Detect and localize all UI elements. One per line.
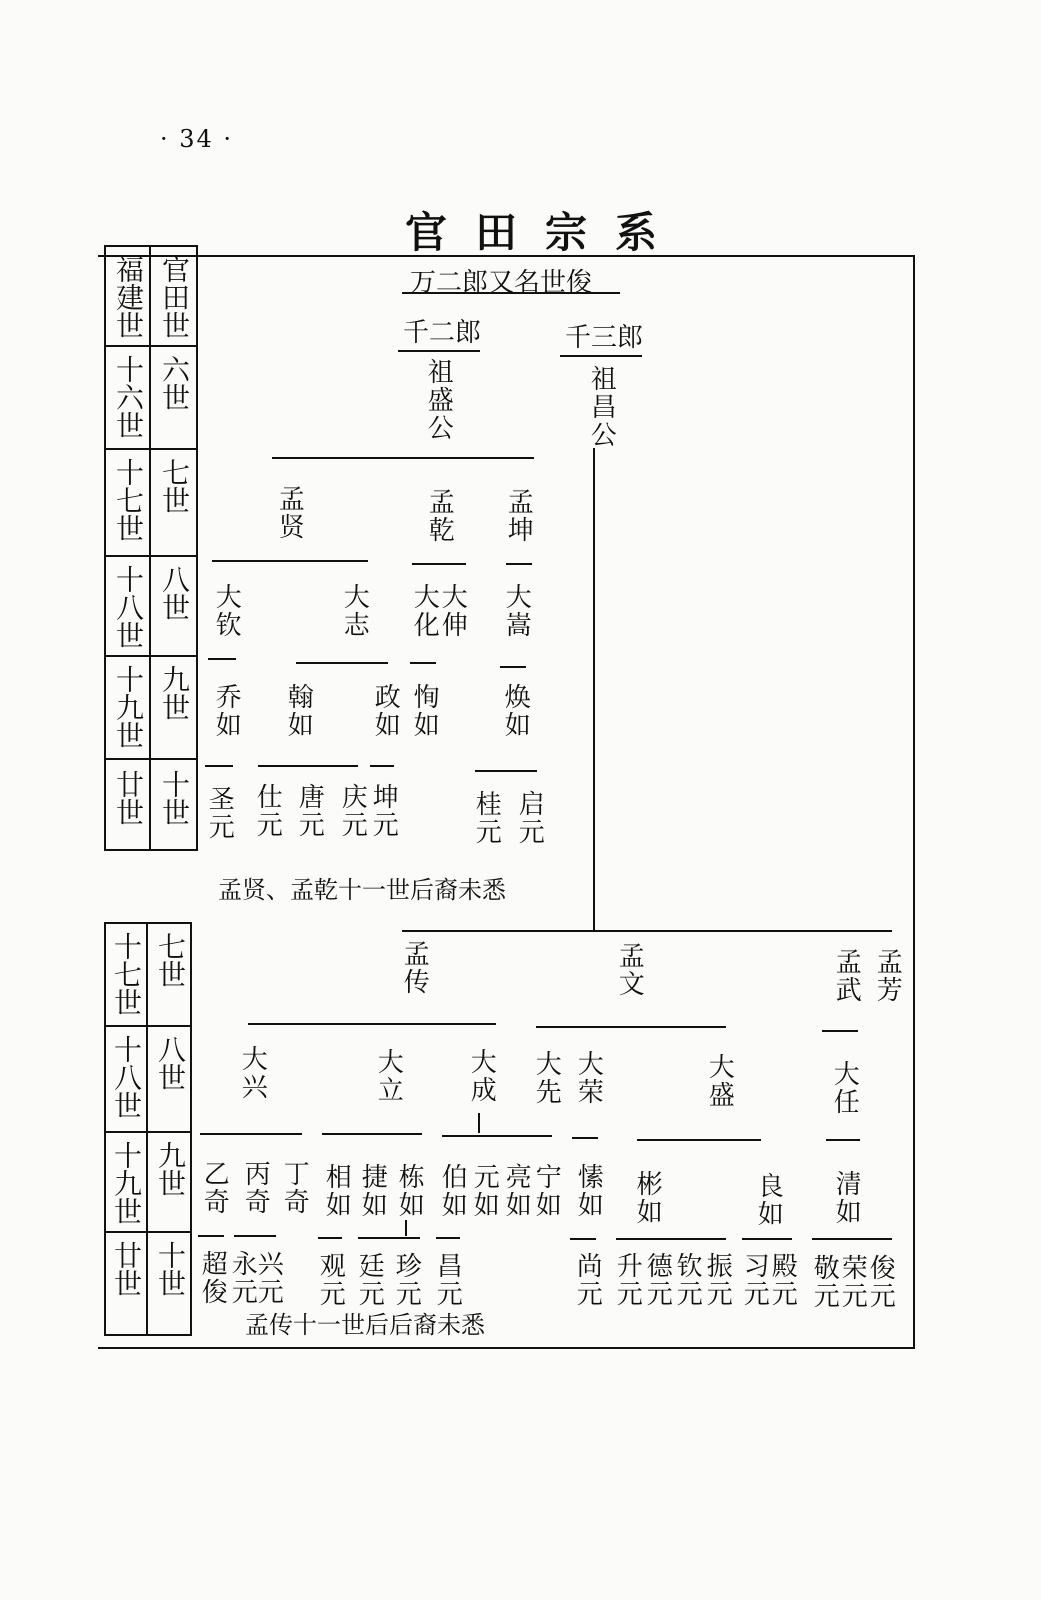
person-gen7: 孟乾 (424, 488, 455, 544)
gen-label-guantian: 十世 (158, 770, 191, 826)
gen-label-fujian: 十七世 (110, 932, 143, 1016)
person-gen7: 孟芳 (872, 948, 903, 1004)
person-gen10: 桂元 (471, 790, 502, 846)
person-gen10: 德元 (642, 1252, 673, 1308)
person-gen10: 俊元 (865, 1254, 896, 1310)
person-gen7: 孟武 (831, 948, 862, 1004)
person-gen10: 升元 (612, 1252, 643, 1308)
gen-label-guantian: 九世 (154, 1141, 187, 1197)
person-zuchang: 祖昌公 (586, 365, 617, 449)
person-gen8: 大立 (373, 1048, 404, 1104)
person-gen9: 亮如 (501, 1163, 532, 1219)
guantian-header: 官田世 (158, 255, 191, 339)
person-gen9: 栋如 (394, 1163, 425, 1219)
person-gen10: 昌元 (432, 1252, 463, 1308)
gen-label-fujian: 十九世 (112, 665, 145, 749)
person-gen9: 清如 (831, 1170, 862, 1226)
gen-label-guantian: 七世 (158, 458, 191, 514)
person-gen10: 永元 (227, 1250, 258, 1306)
person-gen8: 大先 (531, 1050, 562, 1106)
person-gen7: 孟贤 (274, 485, 305, 541)
person-gen9: 丁奇 (279, 1160, 310, 1216)
person-gen9: 政如 (370, 683, 401, 739)
upper-note: 孟贤、孟乾十一世后裔未悉 (218, 876, 506, 904)
person-gen9: 翰如 (283, 683, 314, 739)
gen-label-guantian: 七世 (154, 932, 187, 988)
person-gen9: 恂如 (409, 683, 440, 739)
generation-table-lower (104, 922, 192, 1336)
gen-label-fujian: 十八世 (112, 565, 145, 649)
person-gen8: 大嵩 (501, 583, 532, 639)
person-gen8: 大成 (466, 1048, 497, 1104)
person-gen9: 伯如 (437, 1163, 468, 1219)
person-gen10: 兴元 (253, 1250, 284, 1306)
person-gen10: 仕元 (252, 783, 283, 839)
person-gen8: 大化 (409, 583, 440, 639)
person-gen10: 超俊 (197, 1250, 228, 1306)
gen-label-guantian: 八世 (158, 565, 191, 621)
person-gen10: 敬元 (809, 1254, 840, 1310)
gen-label-fujian: 廿世 (110, 1241, 143, 1297)
person-gen9: 宁如 (531, 1163, 562, 1219)
person-gen8: 大伸 (437, 583, 468, 639)
gen-label-guantian: 六世 (158, 355, 191, 411)
person-zusheng: 祖盛公 (423, 358, 454, 442)
root-ancestor: 万二郎又名世俊 (410, 268, 593, 298)
person-gen8: 大钦 (211, 583, 242, 639)
person-gen10: 坤元 (368, 783, 399, 839)
person-gen10: 廷元 (354, 1252, 385, 1308)
lower-note: 孟传十一世后后裔未悉 (245, 1311, 485, 1339)
person-gen10: 珍元 (391, 1252, 422, 1308)
person-gen10: 唐元 (294, 783, 325, 839)
person-gen10: 习元 (739, 1252, 770, 1308)
person-gen10: 启元 (514, 790, 545, 846)
gen-label-fujian: 十七世 (112, 458, 145, 542)
gen-label-guantian: 八世 (154, 1035, 187, 1091)
gen-label-fujian: 十九世 (110, 1141, 143, 1225)
person-gen9: 愫如 (573, 1163, 604, 1219)
person-gen8: 大任 (829, 1060, 860, 1116)
person-gen7: 孟文 (614, 942, 645, 998)
person-gen10: 荣元 (837, 1254, 868, 1310)
person-gen9: 焕如 (500, 683, 531, 739)
person-gen10: 殿元 (767, 1252, 798, 1308)
ancestor-qianerlang: 千二郎 (403, 318, 482, 348)
person-gen9: 良如 (753, 1172, 784, 1228)
person-gen8: 大盛 (704, 1053, 735, 1109)
generation-table-upper (104, 245, 198, 851)
person-gen7: 孟坤 (503, 488, 534, 544)
person-gen10: 观元 (315, 1252, 346, 1308)
person-gen9: 乙奇 (199, 1160, 230, 1216)
gen-label-guantian: 九世 (158, 665, 191, 721)
person-gen9: 丙奇 (240, 1160, 271, 1216)
person-gen9: 相如 (321, 1163, 352, 1219)
person-gen10: 钦元 (672, 1252, 703, 1308)
person-gen9: 彬如 (632, 1170, 663, 1226)
person-gen10: 圣元 (204, 785, 235, 841)
person-gen9: 捷如 (357, 1163, 388, 1219)
person-gen8: 大兴 (237, 1045, 268, 1101)
gen-label-fujian: 廿世 (112, 770, 145, 826)
person-gen8: 大荣 (573, 1050, 604, 1106)
gen-label-guantian: 十世 (154, 1241, 187, 1297)
gen-label-fujian: 十八世 (110, 1035, 143, 1119)
page-number: · 34 · (160, 125, 234, 153)
person-gen10: 振元 (702, 1252, 733, 1308)
gen-label-fujian: 十六世 (112, 355, 145, 439)
fujian-header: 福建世 (112, 255, 145, 339)
person-gen9: 乔如 (211, 683, 242, 739)
person-gen7: 孟传 (399, 940, 430, 996)
person-gen10: 庆元 (337, 783, 368, 839)
ancestor-qiansanlang: 千三郎 (565, 323, 644, 353)
person-gen10: 尚元 (572, 1252, 603, 1308)
person-gen8: 大志 (339, 583, 370, 639)
person-gen9: 元如 (469, 1163, 500, 1219)
page-title: 官田宗系 (405, 208, 686, 257)
